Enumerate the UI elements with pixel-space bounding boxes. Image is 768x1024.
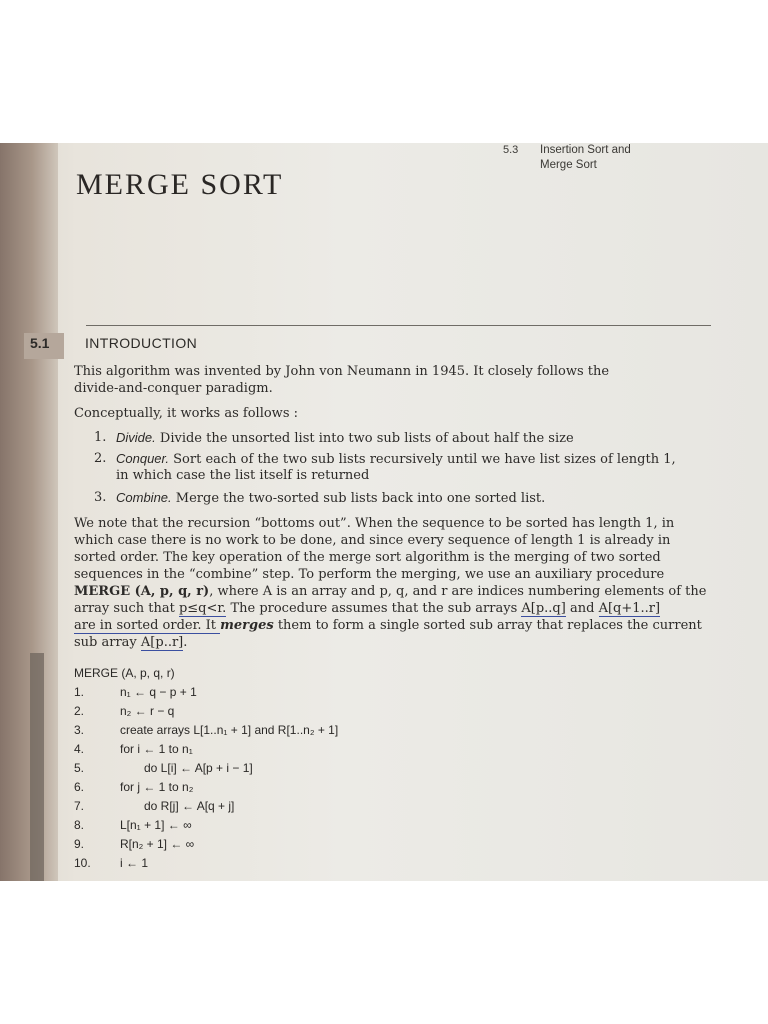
section-number: 5.1 (30, 335, 50, 351)
list-item-text: Divide the unsorted list into two sub lists of about half the size (159, 431, 574, 446)
section-divider (86, 325, 711, 326)
code-header: MERGE (A, p, q, r) (74, 666, 175, 680)
paragraph-line: sequences in the “combine” step. To perform the merging, we use an auxiliary procedure (74, 567, 665, 582)
list-item (94, 451, 714, 484)
chapter-reference (540, 143, 690, 173)
list-item-term: Divide. (116, 430, 156, 445)
list-item-term: Combine. (116, 490, 172, 505)
code-line: do R[j] ← A[q + j] (144, 799, 235, 813)
paragraph-text: The procedure assumes that the sub arrays (226, 601, 522, 616)
merges-emphasis: merges (220, 618, 274, 633)
list-item-number: 3. (94, 490, 107, 505)
list-item-text: Merge the two-sorted sub lists back into one sorted list. (175, 491, 546, 506)
list-item-text: Sort each of the two sub lists recursively until we have list sizes of length 1, (173, 452, 676, 467)
intro-paragraph (74, 363, 714, 397)
paragraph-text: array such that (74, 601, 179, 616)
paragraph-text: , where A is an array and p, q, and r are indices numbering elements of the (209, 584, 707, 599)
code-line-number: 10. (74, 856, 91, 870)
book-page-photo (0, 143, 768, 881)
body-paragraph (74, 515, 714, 651)
book-spine-shadow (0, 143, 58, 881)
chapter-number: 5.3 (503, 144, 519, 156)
paragraph-line (74, 634, 714, 651)
section-title: INTRODUCTION (85, 335, 198, 351)
paragraph-line: sorted order. The key operation of the merge sort algorithm is the merging of two sorted (74, 550, 661, 565)
paragraph-text: them to form a single sorted sub array that replaces the current (273, 618, 702, 633)
underlined-subarray: A[p..r] (140, 635, 184, 650)
code-line: R[n₂ + 1] ← ∞ (120, 837, 195, 851)
underlined-subarray: A[p..q] (521, 601, 566, 616)
paragraph-text: and (565, 601, 599, 616)
page-title: MERGE SORT (76, 168, 284, 201)
code-line: for j ← 1 to n₂ (120, 780, 194, 794)
code-line: n₂ ← r − q (120, 704, 175, 718)
concept-line: Conceptually, it works as follows : (74, 406, 298, 421)
code-line: i ← 1 (120, 856, 149, 870)
code-line: for i ← 1 to n₁ (120, 742, 193, 756)
paragraph-line (74, 583, 714, 600)
code-line: L[n₁ + 1] ← ∞ (120, 818, 192, 832)
paragraph-line (74, 600, 714, 617)
merge-signature: MERGE (A, p, q, r) (74, 584, 210, 599)
spine-dark-edge (30, 653, 44, 881)
chapter-reference-line: Insertion Sort and (540, 144, 631, 156)
code-line-number: 8. (74, 818, 85, 832)
code-line-number: 1. (74, 685, 85, 699)
code-line-number: 2. (74, 704, 85, 718)
paragraph-text: are in sorted order. It (74, 618, 221, 633)
underlined-condition: p≤q<r. (178, 601, 227, 616)
list-item (94, 430, 714, 447)
code-line-number: 9. (74, 837, 85, 851)
code-line: do L[i] ← A[p + i − 1] (144, 761, 253, 775)
code-line: create arrays L[1..n₁ + 1] and R[1..n₂ + 1] (120, 723, 339, 737)
code-line-number: 4. (74, 742, 85, 756)
list-item-text: in which case the list itself is returned (116, 468, 370, 483)
code-line-number: 7. (74, 799, 85, 813)
list-item-number: 2. (94, 451, 107, 466)
code-line-number: 5. (74, 761, 85, 775)
paragraph-line: This algorithm was invented by John von Neumann in 1945. It closely follows the (74, 364, 610, 379)
paragraph-text: . (183, 635, 188, 650)
list-item-term: Conquer. (116, 451, 169, 466)
paragraph-text: sub array (74, 635, 141, 650)
chapter-reference-line: Merge Sort (540, 159, 597, 171)
paragraph-line: We note that the recursion “bottoms out”. When the sequence to be sorted has length 1, in (74, 516, 675, 531)
paragraph-line (74, 617, 714, 634)
merge-pseudocode (74, 666, 338, 875)
code-line-number: 6. (74, 780, 85, 794)
code-line: n₁ ← q − p + 1 (120, 685, 197, 699)
paragraph-line: which case there is no work to be done, and since every sequence of length 1 is already in (74, 533, 671, 548)
underlined-subarray: A[q+1..r] (598, 601, 661, 616)
code-line-number: 3. (74, 723, 85, 737)
paragraph-line: divide-and-conquer paradigm. (74, 381, 273, 396)
list-item (94, 490, 714, 507)
list-item-number: 1. (94, 430, 107, 445)
